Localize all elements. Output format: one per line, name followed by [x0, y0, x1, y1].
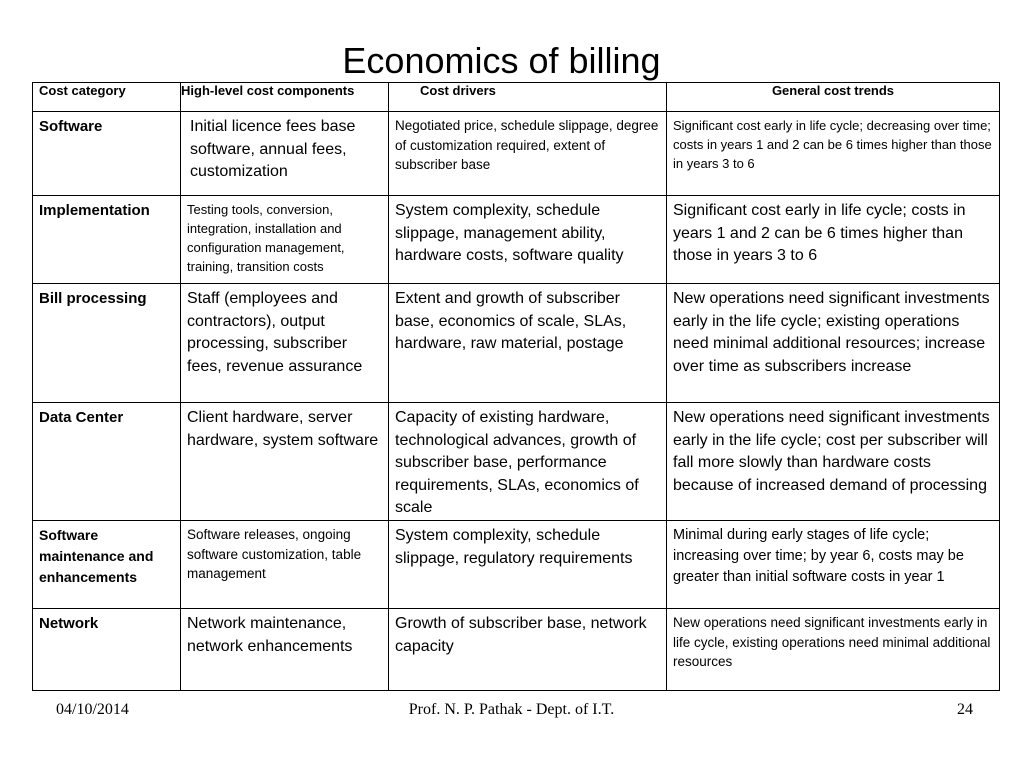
row-category: Bill processing — [33, 284, 181, 403]
row-components: Initial licence fees base software, annual fees, customization — [181, 112, 389, 196]
row-components: Client hardware, server hardware, system software — [181, 403, 389, 521]
row-trends: New operations need significant investments early in the life cycle; cost per subscriber will fall more slowly than hardware costs because of increased demand of processing — [667, 403, 1000, 521]
table-row — [33, 112, 1000, 196]
row-category: Software maintenance and enhancements — [33, 521, 181, 609]
footer-author: Prof. N. P. Pathak - Dept. of I.T. — [408, 701, 615, 718]
table-row — [33, 521, 1000, 609]
table-row — [33, 284, 1000, 403]
row-drivers: System complexity, schedule slippage, regulatory requirements — [389, 521, 667, 609]
header-cost-category: Cost category — [33, 83, 181, 112]
row-drivers: System complexity, schedule slippage, management ability, hardware costs, software quality — [389, 196, 667, 284]
row-components: Staff (employees and contractors), output processing, subscriber fees, revenue assurance — [181, 284, 389, 403]
row-drivers: Negotiated price, schedule slippage, degree of customization required, extent of subscriber base — [389, 112, 667, 196]
table-row — [33, 196, 1000, 284]
row-trends: Minimal during early stages of life cycle; increasing over time; by year 6, costs may be greater than initial software costs in year 1 — [667, 521, 1000, 609]
table-row — [33, 609, 1000, 691]
footer-date: 04/10/2014 — [56, 701, 129, 718]
row-drivers: Extent and growth of subscriber base, economics of scale, SLAs, hardware, raw material, postage — [389, 284, 667, 403]
cost-table — [32, 82, 1000, 691]
row-category: Implementation — [33, 196, 181, 284]
header-cost-trends: General cost trends — [667, 83, 1000, 112]
row-drivers: Growth of subscriber base, network capacity — [389, 609, 667, 691]
row-trends: New operations need significant investments early in life cycle, existing operations need minimal additional resources — [667, 609, 1000, 691]
row-drivers: Capacity of existing hardware, technological advances, growth of subscriber base, performance requirements, SLAs, economics of scale — [389, 403, 667, 521]
header-cost-drivers: Cost drivers — [389, 83, 667, 112]
slide-title: Economics of billing — [342, 40, 661, 81]
table-header-row — [33, 83, 1000, 112]
row-category: Data Center — [33, 403, 181, 521]
table-row — [33, 403, 1000, 521]
row-components: Testing tools, conversion, integration, installation and configuration management, training, transition costs — [181, 196, 389, 284]
row-components: Software releases, ongoing software customization, table management — [181, 521, 389, 609]
row-trends: Significant cost early in life cycle; costs in years 1 and 2 can be 6 times higher than those in years 3 to 6 — [667, 196, 1000, 284]
header-cost-components: High-level cost components — [181, 83, 389, 112]
row-trends: New operations need significant investments early in the life cycle; existing operations need minimal additional resources; increase over time as subscribers increase — [667, 284, 1000, 403]
footer-page-number: 24 — [957, 701, 973, 718]
row-category: Network — [33, 609, 181, 691]
row-components: Network maintenance, network enhancements — [181, 609, 389, 691]
row-category: Software — [33, 112, 181, 196]
row-trends: Significant cost early in life cycle; decreasing over time; costs in years 1 and 2 can be 6 times higher than those in years 3 to 6 — [667, 112, 1000, 196]
